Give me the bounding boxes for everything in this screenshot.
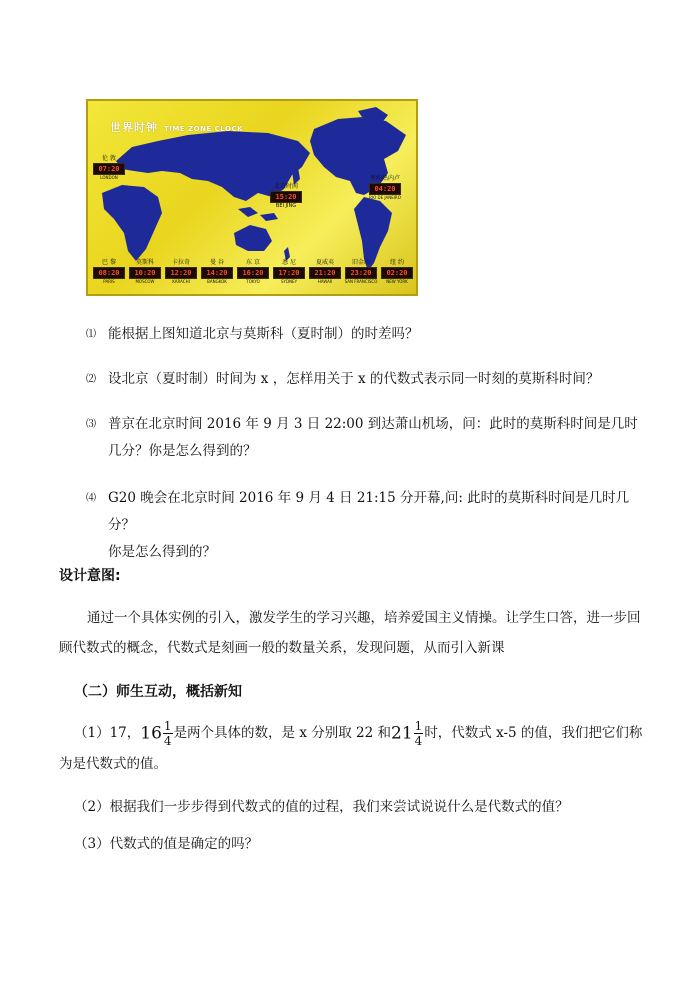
item-3: （3）代数式的值是确定的吗？ — [74, 836, 259, 852]
question-1: ⑴ 能根据上图知道北京与莫斯科（夏时制）的时差吗？ — [86, 326, 419, 342]
item-1: （1）17，16 $\frac{1}{4}$ 是两个具体的数，是 x 分别取 22 和21 $\frac{1}{4}$ 时，代数式 x-5 的值，我们把它们称 为是代数式的值。 — [59, 719, 643, 772]
clock-bangkok: 曼 谷 14:20 BANGKOK — [200, 259, 234, 285]
clock-moscow: 莫斯科 10:20 MOSCOW — [128, 259, 162, 285]
board-title-cn: 世界时钟 — [110, 121, 158, 134]
fraction-one-quarter: $\frac{1}{4}$ — [414, 719, 423, 748]
clock-karachi: 卡拉奇 12:20 KARACHI — [164, 259, 198, 285]
design-heading: 设计意图: — [59, 568, 121, 584]
world-clock-image — [86, 99, 418, 296]
item-2: （2）根据我们一步步得到代数式的值的过程，我们来尝试说说什么是代数式的值？ — [74, 799, 569, 815]
clock-sydney: 悉 尼 17:20 SYDNEY — [272, 259, 306, 285]
design-paragraph: 通过一个具体实例的引入，激发学生的学习兴趣，培养爱国主义情操。让学生口答，进一步回顾代数式的概念，代数式是刻画一般的数量关系，发现问题，从而引入新课 — [59, 610, 641, 656]
clock-rio: 里约热内卢 04:20 RIO DE JANEIRO — [369, 175, 401, 200]
fraction-one-quarter: $\frac{1}{4}$ — [163, 719, 172, 748]
question-4: ⑷ G20 晚会在北京时间 2016 年 9 月 4 日 21:15 分开幕,问: 此时的莫斯科时间是几时几分？ 你是怎么得到的？ — [86, 490, 630, 560]
clock-hawaii: 夏威夷 21:20 HAWAII — [308, 259, 342, 285]
clock-board-title — [110, 119, 243, 135]
clock-san-francisco: 旧金山 23:20 SAN FRANCISCO — [344, 259, 378, 284]
clock-london: 伦 敦 07:20 LONDON — [92, 155, 126, 181]
board-title-en: TIME ZONE CLOCK — [164, 125, 244, 133]
clock-beijing: 北京时间 15:20 BEI JING — [264, 183, 308, 209]
section-heading: （二）师生互动，概括新知 — [74, 684, 242, 700]
question-3: ⑶ 普京在北京时间 2016 年 9 月 3 日 22:00 到达萧山机场，问：此时的莫斯科时间是几时 几分？你是怎么得到的？ — [86, 416, 638, 459]
clock-tokyo: 东 京 16:20 TOKYO — [236, 259, 270, 285]
clock-new-york: 纽 约 02:20 NEW YORK — [380, 259, 414, 285]
question-2: ⑵ 设北京（夏时制）时间为 x ，怎样用关于 x 的代数式表示同一时刻的莫斯科时间？ — [86, 371, 600, 387]
clock-paris: 巴 黎 08:20 PARIS — [92, 259, 126, 285]
